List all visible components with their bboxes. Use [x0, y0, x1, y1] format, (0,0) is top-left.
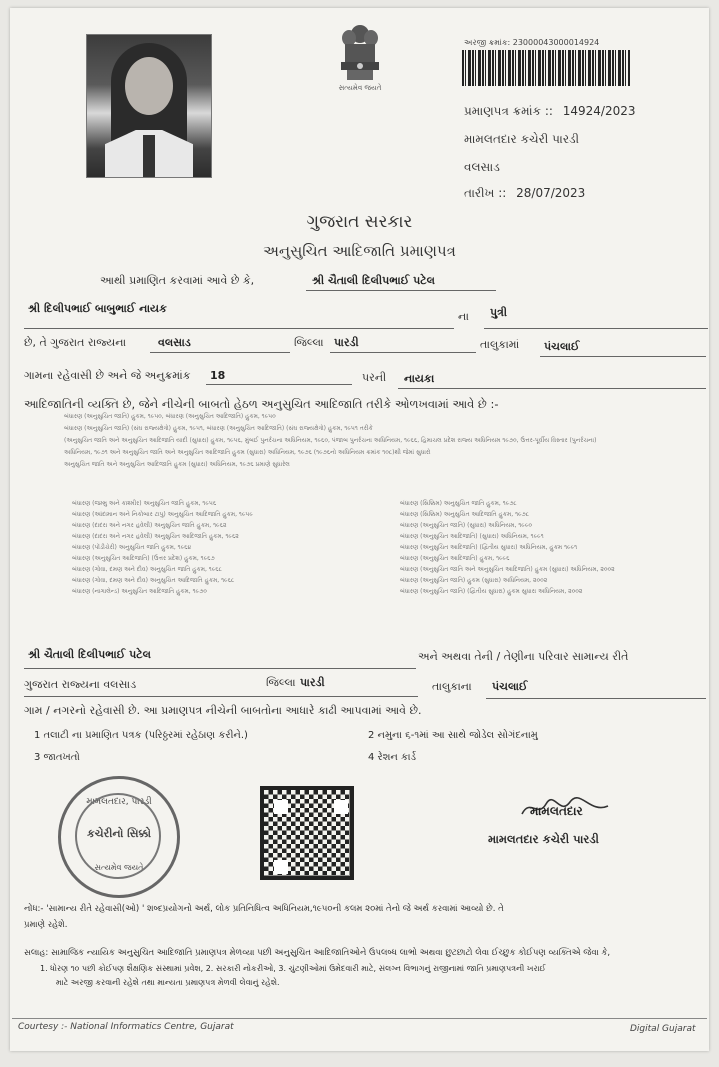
issue-date-row: [464, 186, 585, 201]
government-title: ગુજરાત સરકાર: [306, 212, 413, 232]
office-seal: [58, 776, 180, 898]
village-value: પંચલાઈ: [544, 340, 580, 353]
residence-taluka: પારડી: [300, 676, 325, 689]
district-value: વલસાડ: [158, 336, 191, 349]
law-item: બંધારણ (અનુસુચિત આદિજાતિ) (દ્વિતીય સુધારા) અધિનિયમ, હુકમ ૧૯૯૧: [400, 544, 578, 551]
law-line: અનુસુચિત જાતિ અને અનુસુચિત આદિજાતિ હુકમ (સુધારા) અધિનિયમ, ૧૯૭૬ પ્રમાણે સુધારેલ: [64, 461, 290, 468]
applicant-photo: [86, 34, 212, 178]
issue-date: 28/07/2023: [516, 186, 586, 200]
law-item: બંધારણ (સિક્કિમ) અનુસુચિત જાતિ હુકમ, ૧૯૭૮: [400, 500, 517, 507]
document-item: 1 તલાટી ના પ્રમાણિત પત્રક (પરિઠ્ઠરમાં રહેઠાણ કરીને.): [34, 730, 248, 741]
note-advice: સલાહ: સામાજિક ન્યાયિક અનુસુચિત આદિજાતિ પ્રમાણપત્ર મેળવ્યા પછી અનુસુચિત આદિજાતિઓને ઉપલબ્ધ લાભો અથવા છુટછાટો લેવા ઈચ્છુક કોઈપણ વ્યક્તિએ જેવા કે,: [24, 948, 611, 958]
law-item: બંધારણ (દાદરા અને નગર હવેલી) અનુસુચિત આદિજાતિ હુકમ, ૧૯૬૨: [72, 533, 239, 540]
law-line: બંધારણ (અનુસુચિત જાતિ) (સંઘ રાજ્યક્ષેત્રો) હુકમ, ૧૯૫૧, બંધારણ (અનુસુચિત આદિજાતિ) (સંઘ રાજ્યક્ષેત્રો) હુકમ, ૧૯૫૧ તરીકે: [64, 425, 373, 432]
note-residence-cont: પ્રમાણે રહેશે.: [24, 920, 68, 930]
state-district-prefix: ગુજરાત રાજ્યના વલસાડ: [24, 678, 137, 691]
certificate-number-label: પ્રમાણપત્ર ક્રમાંક ::: [464, 104, 553, 118]
note-advice-item-cont: માટે અરજી કરવાની રહેશે તથા માન્યતા પ્રમાણપત્ર મેળવી લેવાનું રહેશે.: [56, 978, 280, 987]
certificate-number-row: [464, 104, 636, 119]
law-item: બંધારણ (અનુસુચિત આદિજાતિ) (ઉત્તર પ્રદેશ) હુકમ, ૧૯૬૭: [72, 555, 215, 562]
tribe-name: નાયકા: [404, 372, 435, 385]
laws-left-column: [72, 498, 253, 597]
parent-name: શ્રી દિલીપભાઈ બાબુભાઈ નાયક: [28, 302, 167, 315]
document-item: 2 નમુના ૬-૧માં આ સાથે જોડેલ સોગંદનામુ: [368, 730, 538, 741]
seal-bottom-text: સત્યમેવ જયતે: [94, 863, 144, 872]
resident-text: ગામ / નગરનો રહેવાસી છે. આ પ્રમાણપત્ર નીચેની બાબતોના આધારે કાઢી આપવામાં આવે છે.: [24, 704, 422, 717]
relation: પુત્રી: [490, 306, 508, 319]
taluka-label: તાલુકામાં: [480, 338, 520, 351]
law-item: બંધારણ (આંદામાન અને નિકોબાર ટાપુ) અનુસુચિત આદિજાતિ હુકમ, ૧૯૫૯: [72, 511, 253, 518]
law-item: બંધારણ (ગોવા, દમણ અને દીવ) અનુસુચિત જાતિ હુકમ, ૧૯૬૮: [72, 566, 222, 573]
issue-date-label: તારીખ ::: [464, 186, 507, 200]
law-line: બંધારણ (અનુસુચિત જાતિ) હુકમ, ૧૯૫૦, બંધારણ (અનુસુચિત આદિજાતિ) હુકમ, ૧૯૫૦: [64, 413, 276, 420]
resident-prefix: ગામના રહેવાસી છે અને જે અનુક્રમાંક: [24, 369, 191, 382]
family-text: અને અથવા તેની / તેણીના પરિવાર સામાન્ય રીતે: [418, 650, 629, 663]
state-prefix: છે, તે ગુજરાત રાજ્યના: [24, 336, 127, 349]
law-item: બંધારણ (અનુસુચિત આદિજાતિ) (સુધારા) અધિનિયમ, ૧૯૯૧: [400, 533, 544, 540]
lion-capital-icon: [337, 20, 383, 82]
residence-name: શ્રી ચૈતાલી દિલીપભાઈ પટેલ: [28, 648, 151, 661]
document-item: 3 જાતખતો: [34, 752, 80, 763]
law-item: બંધારણ (અનુસુચિત જાતિ) હુકમ (સુધારા) અધિનિયમ, ૨૦૦૨: [400, 577, 548, 584]
law-item: બંધારણ (દાદરા અને નગર હવેલી) અનુસુચિત જાતિ હુકમ, ૧૯૬૨: [72, 522, 227, 529]
law-item: બંધારણ (પોંડીચેરી) અનુસુચિત જાતિ હુકમ, ૧૯૬૪: [72, 544, 192, 551]
law-line: (અનુસુચિત જાતિ અને અનુસુચિત આદિજાતિ યાદી (સુધારા) હુકમ, ૧૯૫૬, મુંબઈ પુનર્રચના અધિનિયમ, ૧૯૬૦, પંજાબ પુનર્રચના અધિનિયમ, ૧૯૬૬, હિમાચલ પ્રદેશ રાજ્ય અધિનિયમ ૧૯૭૦, ઉત્તર-પૂર્વીય વિસ્તાર (પુનર્રચના): [64, 437, 597, 444]
footer-courtesy: Courtesy :- National Informatics Centre, Gujarat: [18, 1022, 234, 1032]
document-item: 4 રેશન કાર્ડ: [368, 752, 417, 763]
relation-prefix: ના: [458, 310, 469, 323]
signatory-office: મામલતદાર કચેરી પારડી: [488, 832, 599, 846]
law-item: બંધારણ (અનુસુચિત જાતિ) (સુધારા) અધિનિયમ, ૧૯૯૦: [400, 522, 532, 529]
barcode: [462, 50, 630, 86]
law-item: બંધારણ (નાગાલેન્ડ) અનુસુચિત આદિજાતિ હુકમ, ૧૯૭૦: [72, 588, 207, 595]
serial-number: 18: [210, 369, 226, 382]
residence-village: પંચલાઈ: [492, 680, 528, 693]
footer-brand: Digital Gujarat: [630, 1024, 696, 1034]
certificate-number: 14924/2023: [562, 104, 636, 118]
law-item: બંધારણ (સિક્કિમ) અનુસુચિત આદિજાતિ હુકમ, ૧૯૭૮: [400, 511, 530, 518]
residence-district-label: જિલ્લા: [266, 676, 296, 689]
laws-right-column: [400, 498, 615, 597]
district-label: જિલ્લા: [294, 336, 324, 349]
law-line: અધિનિયમ, ૧૯૭૧ અને અનુસુચિત જાતિ અને અનુસુચિત આદિજાતિ હુકમ (સુધારા) અધિનિયમ, ૧૯૭૬ (૧૯૭૬નો અધિનિયમ ક્રમાંક ૧૦૮)થી જેમાં સુધારો: [64, 449, 431, 456]
signatory-title: મામલતદાર: [530, 804, 583, 818]
note-advice-item: 1. ધોરણ ૧૦ પછી કોઈપણ શૈક્ષણિક સંસ્થામાં પ્રવેશ, 2. સરકારી નોકરીઓ, 3. ચુંટણીઓમાં ઉમેદવારી માટે, સંલગ્ન વિભાગનું રાજીનામાં જાતિ પ્રમાણપત્રની ખરાઈ: [40, 964, 546, 973]
law-item: બંધારણ (ગોવા, દમણ અને દીવ) અનુસુચિત આદિજાતિ હુકમ, ૧૯૬૮: [72, 577, 235, 584]
seal-top-text: મામલતદાર, પારડી: [86, 797, 152, 807]
national-emblem: [328, 20, 392, 100]
law-item: બંધારણ (જમ્મુ અને કાશ્મીર) અનુસુચિત જાતિ હુકમ, ૧૯૫૬: [72, 500, 217, 507]
certificate-page: [10, 8, 709, 1051]
tribe-sentence: આદિજાતિની વ્યક્તિ છે, જેને નીચેની બાબતો હેઠળ અનુસુચિત આદિજાતિ તરીકે ઓળખવામાં આવે છે :-: [24, 397, 499, 411]
taluka-value: પારડી: [334, 336, 359, 349]
note-residence: નોંધ:- 'સામાન્ય રીતે રહેવાસી(ઓ) ' શબ્દપ્રયોગનો અર્થ, લોક પ્રતિનિધિત્વ અધિનિયમ,૧૯૫૦ની કલમ ૨૦માં તેનો જે અર્થ કરવામાં આવ્યો છે. તે: [24, 904, 504, 914]
issuing-office: મામલતદાર કચેરી પારડી: [464, 132, 580, 146]
certificate-title: અનુસુચિત આદિજાતિ પ્રમાણપત્ર: [263, 242, 456, 260]
residence-taluka-label: તાલુકાના: [432, 680, 472, 693]
application-number: અરજી ક્રમાંક: 23000043000014924: [464, 38, 600, 47]
certify-prefix: આથી પ્રમાણિત કરવામાં આવે છે કે,: [100, 274, 255, 287]
serial-suffix: પરની: [362, 371, 387, 384]
law-item: બંધારણ (અનુસુચિત જાતિ) (દ્વિતીય સુધારા) હુકમ સુધારા અધિનિયમ, ૨૦૦૨: [400, 588, 583, 595]
issuing-district: વલસાડ: [464, 160, 500, 174]
seal-middle-text: કચેરીનો સિક્કો: [86, 827, 151, 840]
emblem-motto: સત્યમેવ જયતે: [338, 84, 382, 92]
verification-qr-code: [260, 786, 354, 880]
law-item: બંધારણ (અનુસુચિત આદિજાતિ) હુકમ, ૧૯૯૬: [400, 555, 510, 562]
law-item: બંધારણ (અનુસુચિત જાતિ અને અનુસુચિત આદિજાતિ) હુકમ (સુધારા) અધિનિયમ, ૨૦૦૨: [400, 566, 615, 573]
applicant-name: શ્રી ચૈતાલી દિલીપભાઈ પટેલ: [312, 274, 435, 287]
